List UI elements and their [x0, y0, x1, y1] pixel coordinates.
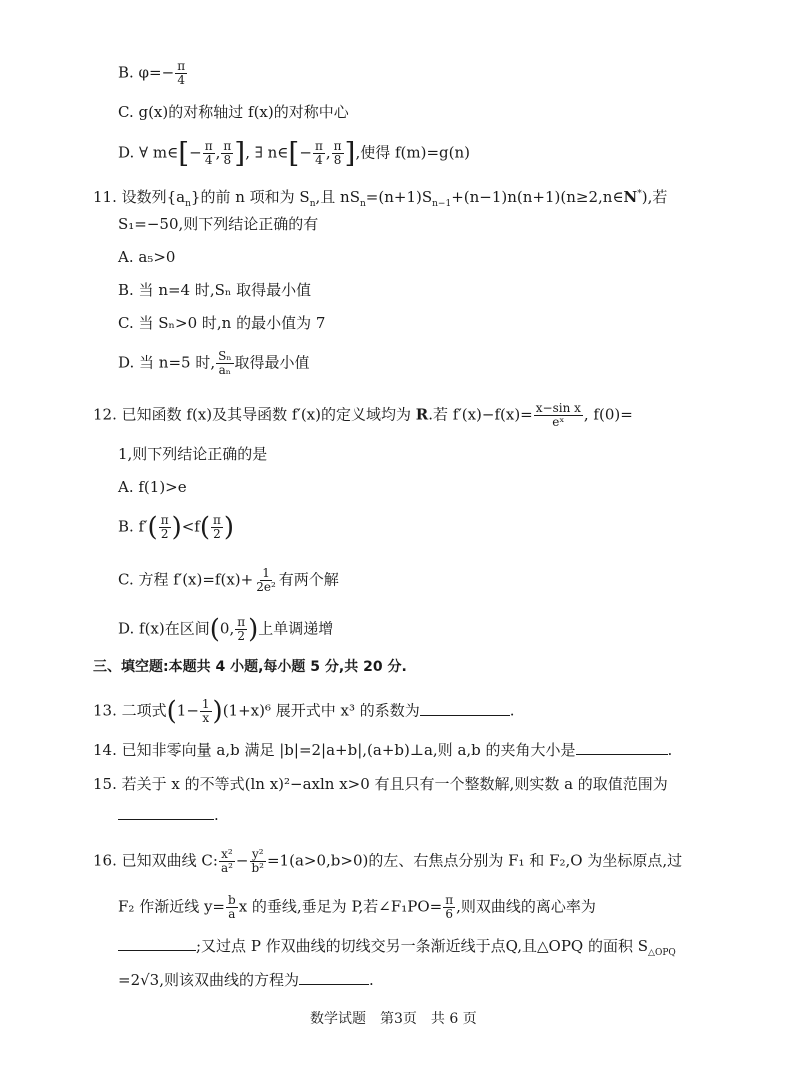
q16-stem-line4: =2√3,则该双曲线的方程为 . [118, 971, 374, 989]
q11-option-b: B. 当 n=4 时,Sₙ 取得最小值 [118, 281, 312, 299]
q11-option-a: A. a₅>0 [118, 248, 176, 266]
q13-stem: 13. 二项式(1− $\frac{1}{x}$ )(1+x)⁶ 展开式中 x³ 的系数为 . [93, 696, 515, 727]
q12-option-a: A. f(1)>e [118, 478, 187, 496]
q12-option-c: C. 方程 f′(x)=f(x)+ $\frac{1}{\text{2e²}}$ 有两个解 [118, 566, 339, 594]
q13-answer-blank[interactable] [420, 701, 510, 716]
q16-stem-line1: 16. 已知双曲线 C: $\frac{\text{x²}}{\text{a²}}$ − $\frac{\text{y²}}{\text{b²}}$ =1(a>0,b>0)的左、右焦点分别为 F₁ 和 F₂,O 为坐标原点,过 [93, 847, 683, 875]
q12-option-b: B. f′( $\frac{\pi}{2}$ )<f( $\frac{\pi}{2}$ ) [118, 512, 235, 543]
q12-stem-line1: 12. 已知函数 f(x)及其导函数 f′(x)的定义域均为 R.若 f′(x)−f(x)= $\frac{\text{x−sin x}}{\text{eˣ}}$ , f(0)= [93, 401, 633, 429]
q16-equation-blank[interactable] [299, 970, 369, 985]
q11-option-d: D. 当 n=5 时, $\frac{\text{Sₙ}}{\text{aₙ}}$ 取得最小值 [118, 349, 310, 377]
q16-stem-line3: ;又过点 P 作双曲线的切线交另一条渐近线于点Q,且△OPQ 的面积 $S_{\triangle OPQ}$ [118, 936, 676, 963]
page-footer: 数学试题 第3页 共 6 页 [310, 1011, 477, 1027]
q16-eccentricity-blank[interactable] [118, 936, 196, 951]
q10-option-d: D. ∀ m∈[− $\frac{\pi}{4}$ , $\frac{\pi}{8}$ ], ∃ n∈[− $\frac{\pi}{4}$ , $\frac{\pi}{8}$ ],使得 f(m)=g(n) [118, 136, 470, 170]
q12-option-d: D. f(x)在区间(0, $\frac{\pi}{2}$ )上单调递增 [118, 614, 334, 645]
q10-option-c: C. g(x)的对称轴过 f(x)的对称中心 [118, 103, 349, 121]
q11-stem-line1: 11. 设数列$\{a_n\}$的前 n 项和为 $S_n$,且 $nS_n=(n+1)S_{n-1}+(n-1)n(n+1)(n\ge 2,n\in N^*)$,若 [93, 188, 668, 209]
q15-answer-line: . [118, 805, 219, 825]
q15-answer-blank[interactable] [118, 805, 214, 820]
q11-stem-line2: S₁=−50,则下列结论正确的有 [118, 215, 319, 233]
fraction-pi-over-4: $\frac{\pi}{4}$ [177, 59, 186, 87]
q11-option-c: C. 当 Sₙ>0 时,n 的最小值为 7 [118, 314, 326, 332]
q15-stem: 15. 若关于 x 的不等式(ln x)²−axln x>0 有且只有一个整数解,则实数 a 的取值范围为 [93, 775, 668, 793]
q14-stem: 14. 已知非零向量 a,b 满足 |b|=2|a+b|,(a+b)⊥a,则 a,b 的夹角大小是 . [93, 741, 673, 759]
q12-stem-line2: 1,则下列结论正确的是 [118, 445, 268, 463]
section-heading-fill-in: 三、填空题:本题共 4 小题,每小题 5 分,共 20 分. [93, 659, 407, 675]
q16-stem-line2: F₂ 作渐近线 y= $\frac{b}{a}$ x 的垂线,垂足为 P,若∠F₁PO= $\frac{\pi}{6}$ ,则双曲线的离心率为 [118, 893, 596, 921]
q14-answer-blank[interactable] [576, 740, 668, 755]
q10-option-b: B. φ=− $\frac{\pi}{4}$ [118, 59, 186, 87]
